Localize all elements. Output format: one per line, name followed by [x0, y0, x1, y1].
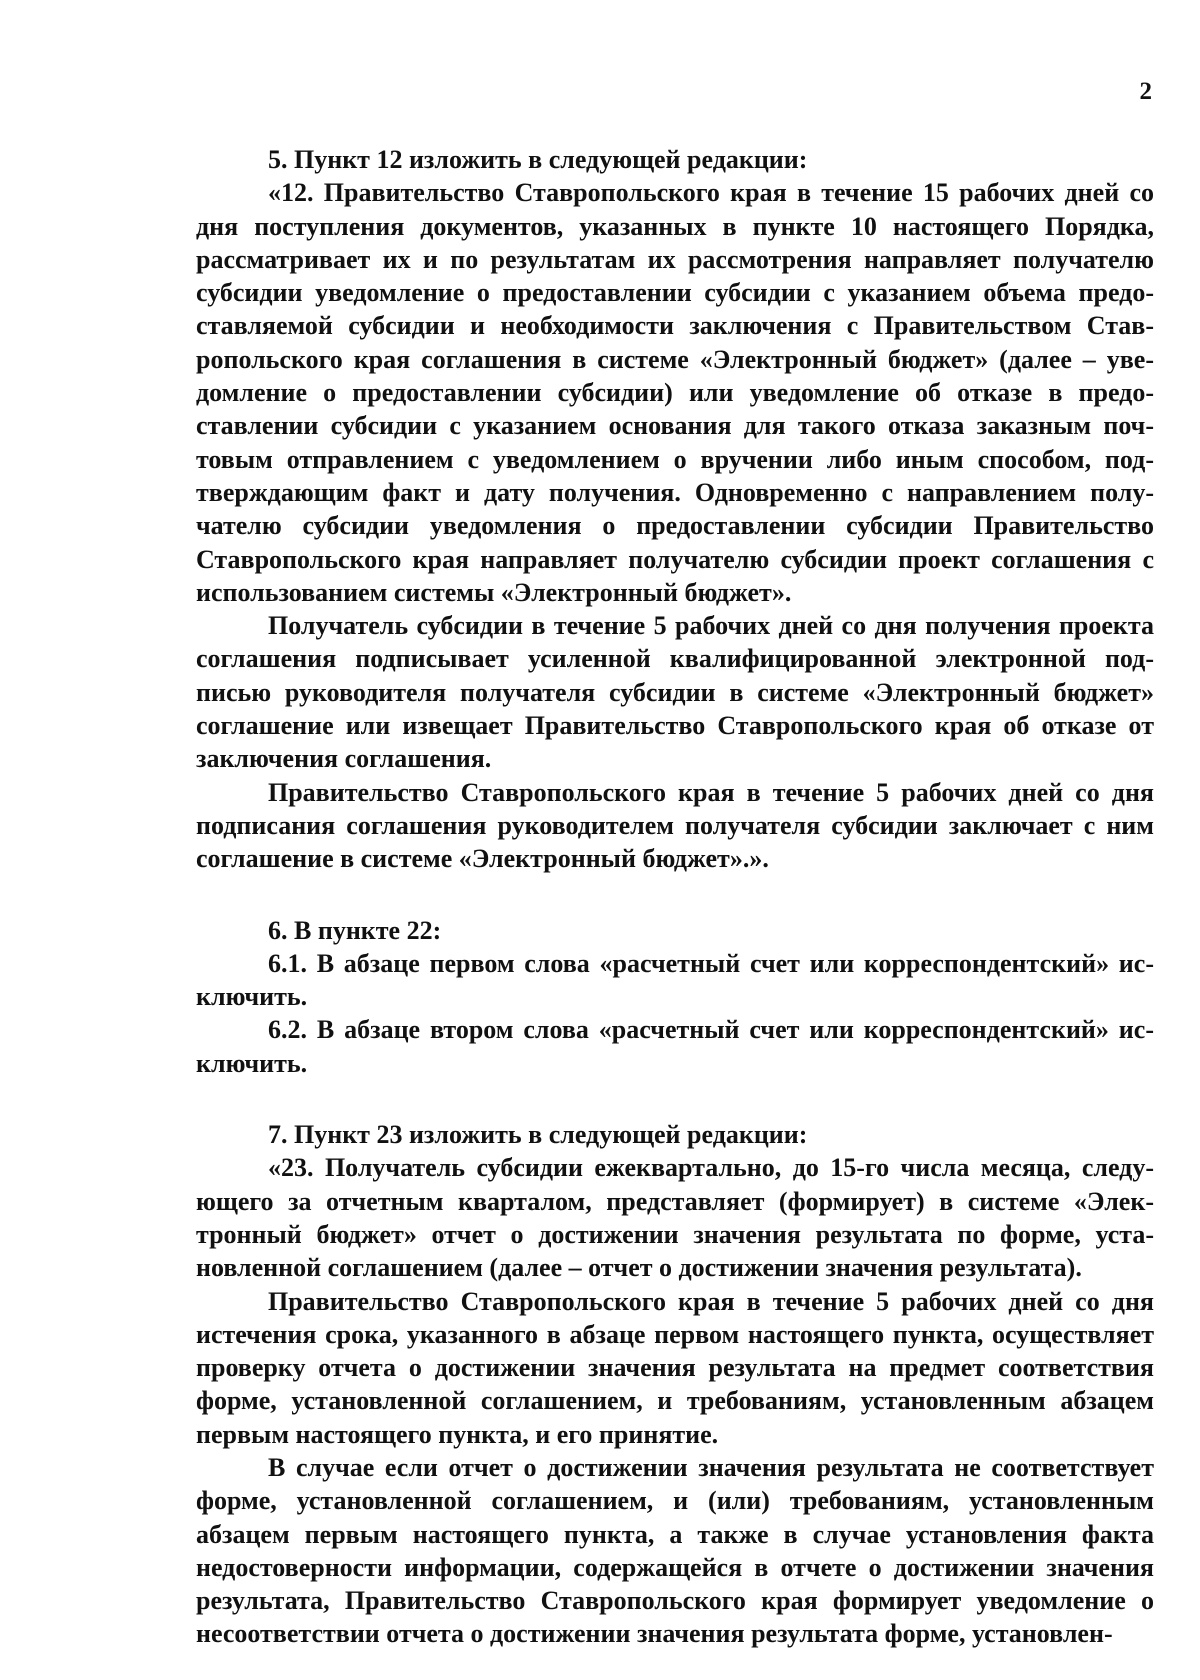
section-spacer — [196, 1080, 1154, 1118]
paragraph: 6. В пункте 22: — [268, 915, 442, 945]
section-spacer — [196, 876, 1154, 914]
section-5 — [196, 143, 1154, 876]
paragraph: 6.1. В абзаце первом слова «расчетный счет или корреспондентский» исключить. — [196, 948, 1154, 1012]
paragraph: «23. Получатель субсидии ежеквартально, до 15-го числа месяца, следующего за отчетным кварталом, представляет (формирует) в системе «Электронный бюджет» отчет о достижении значения результата по форме, установленной соглашением (далее – отчет о достижении значения результата). — [196, 1153, 1154, 1283]
document-body — [196, 143, 1154, 1651]
paragraph: 7. Пункт 23 изложить в следующей редакции: — [268, 1120, 808, 1150]
section-7 — [196, 1118, 1154, 1651]
paragraph: Правительство Ставропольского края в течение 5 рабочих дней со дня подписания соглашения руководителем получателя субсидии заключает с ним соглашение в системе «Электронный бюджет».». — [196, 777, 1154, 874]
page-number: 2 — [1139, 78, 1152, 105]
paragraph: 5. Пункт 12 изложить в следующей редакции: — [268, 145, 808, 174]
paragraph: Получатель субсидии в течение 5 рабочих дней со дня получения проекта соглашения подписывает усиленной квалифицированной электронной подписью руководителя получателя субсидии в системе «Электронный бюджет» соглашение или извещает Правительство Ставропольского края об отказе от заключения соглашения. — [196, 611, 1154, 774]
paragraph: В случае если отчет о достижении значения результата не соответствует форме, установленной соглашением, и (или) требованиям, установленным абзацем первым настоящего пункта, а также в случае установления факта недостоверности информации, содержащейся в отчете о достижении значения результата, Правительство Ставропольского края формирует уведомление о несоответствии отчета о достижении значения результата форме, установлен- — [196, 1452, 1154, 1649]
paragraph: «12. Правительство Ставропольского края в течение 15 рабочих дней со дня поступления документов, указанных в пункте 10 настоящего Порядка, рассматривает их и по результатам их рассмотрения направляет получателю субсидии уведомление о предоставлении субсидии с указанием объема предоставляемой субсидии и необходимости заключения с Правительством Ставропольского края соглашения в системе «Электронный бюджет» (далее – уведомление о предоставлении субсидии) или уведомление об отказе в предоставлении субсидии с указанием основания для такого отказа заказным почтовым отправлением с уведомлением о вручении либо иным способом, подтверждающим факт и дату получения. Одновременно с направлением получателю субсидии уведомления о предоставлении субсидии Правительство Ставропольского края направляет получателю субсидии проект соглашения с использованием системы «Электронный бюджет». — [196, 178, 1154, 607]
paragraph: 6.2. В абзаце втором слова «расчетный счет или корреспондентский» исключить. — [196, 1015, 1154, 1078]
section-6 — [196, 914, 1154, 1080]
paragraph: Правительство Ставропольского края в течение 5 рабочих дней со дня истечения срока, указанного в абзаце первом настоящего пункта, осуществляет проверку отчета о достижении значения результата на предмет соответствия форме, установленной соглашением, и требованиям, установленным абзацем первым настоящего пункта, и его принятие. — [196, 1286, 1154, 1449]
